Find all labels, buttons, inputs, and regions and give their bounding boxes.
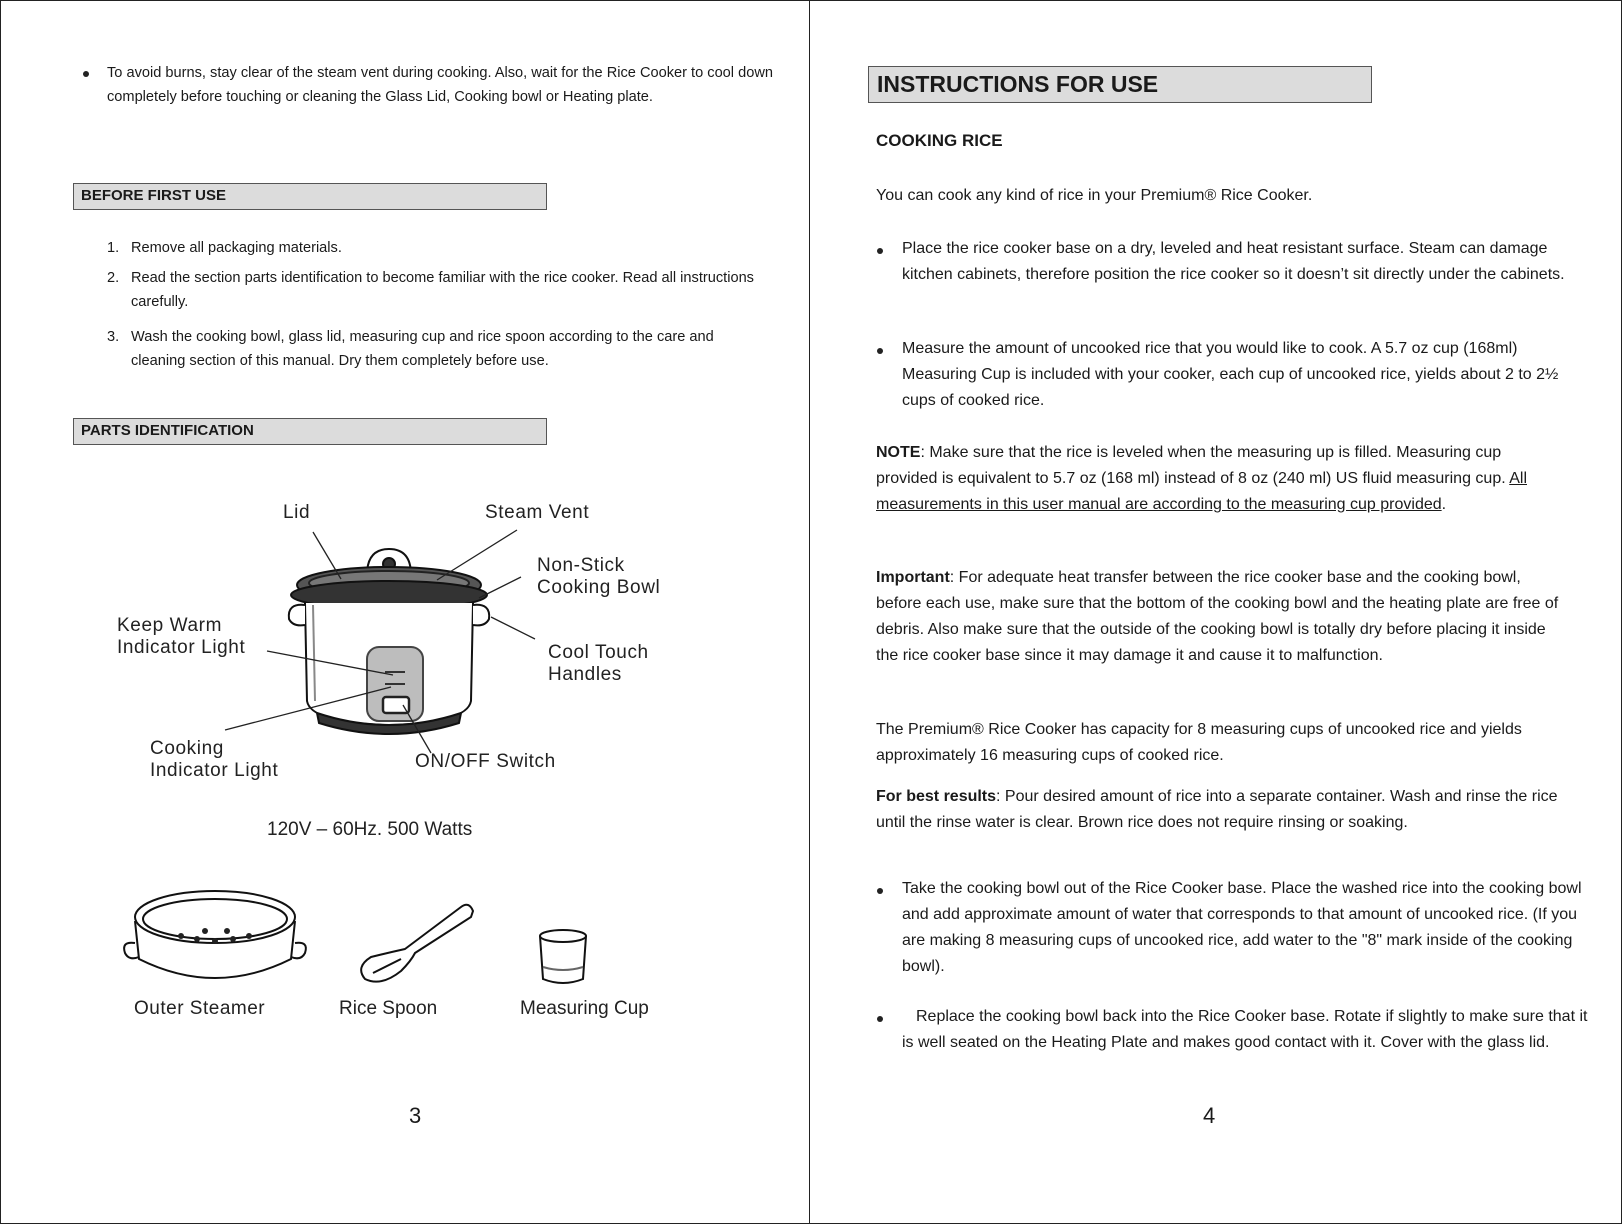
label-non-stick: Non-Stick	[537, 555, 625, 576]
label-keep-warm-indicator: Indicator Light	[117, 637, 246, 658]
measuring-cup-icon	[540, 930, 586, 983]
section-subheading: COOKING RICE	[876, 131, 1003, 150]
label-outer-steamer: Outer Steamer	[134, 998, 266, 1019]
intro-bullet-text: To avoid burns, stay clear of the steam vent during cooking. Also, wait for the Rice Cooker to cool down completely before touching or cleaning the Glass Lid, Cooking bowl or Heating plate.	[107, 65, 773, 105]
list-number: 3.	[107, 329, 120, 345]
parts-identification-heading: PARTS IDENTIFICATION	[73, 418, 547, 445]
important-text: : For adequate heat transfer between the rice cooker base and the cooking bowl, before each use, make sure that the bottom of the cooking bowl and the heating plate are free of debris. Also make sure that the outside of the cooking bowl is totally dry before placing it inside the rice cooker base since it may damage it and cause it to malfunction.	[876, 569, 1559, 664]
power-rating: 120V – 60Hz. 500 Watts	[267, 819, 473, 840]
right-page	[809, 0, 1622, 1224]
note-paragraph	[876, 440, 1558, 518]
note-underlined: All measurements in this user manual are according to the measuring cup provided	[876, 470, 1527, 513]
on-off-switch-icon	[383, 697, 409, 713]
page-title: INSTRUCTIONS FOR USE	[868, 66, 1372, 103]
label-lid: Lid	[283, 502, 311, 523]
list-number: 1.	[107, 240, 120, 256]
page-number: 3	[409, 1103, 422, 1128]
right-handle-icon	[473, 605, 489, 626]
best-results-text: : Pour desired amount of rice into a separate container. Wash and rinse the rice until the rinse water is clear. Brown rice does not require rinsing or soaking.	[876, 788, 1558, 831]
left-page	[0, 0, 810, 1224]
left-handle-icon	[289, 605, 305, 626]
label-cooking-bowl: Cooking Bowl	[537, 577, 661, 598]
bullet-dot	[877, 888, 883, 894]
capacity-paragraph: The Premium® Rice Cooker has capacity for 8 measuring cups of uncooked rice and yields approximately 16 measuring cups of cooked rice.	[876, 721, 1522, 764]
label-cooking: Cooking	[150, 738, 224, 759]
note-label: NOTE	[876, 444, 921, 461]
bullet-add-water: Take the cooking bowl out of the Rice Cooker base. Place the washed rice into the cooking bowl and add approximate amount of water that corresponds to that amount of uncooked rice. (If you are making 8 measuring cups of uncooked rice, add water to the "8" mark inside of the cooking bowl).	[902, 880, 1582, 975]
list-item: Read the section parts identification to become familiar with the rice cooker. Read all instructions carefully.	[131, 270, 754, 310]
bullet-replace-bowl: Replace the cooking bowl back into the Rice Cooker base. Rotate if slightly to make sure that it is well seated on the Heating Plate and makes good contact with it. Cover with the glass lid.	[902, 1008, 1588, 1051]
bullet-dot	[877, 1016, 883, 1022]
list-item: Wash the cooking bowl, glass lid, measuring cup and rice spoon according to the care and cleaning section of this manual. Dry them completely before use.	[131, 329, 714, 369]
rice-spoon-icon	[361, 905, 473, 982]
label-steam-vent: Steam Vent	[485, 502, 590, 523]
intro-text: You can cook any kind of rice in your Premium® Rice Cooker.	[876, 187, 1313, 204]
label-on-off-switch: ON/OFF Switch	[415, 751, 556, 772]
best-results-paragraph	[876, 784, 1566, 836]
list-item: Remove all packaging materials.	[131, 240, 342, 256]
label-keep-warm: Keep Warm	[117, 615, 223, 636]
label-cooking-indicator: Indicator Light	[150, 760, 279, 781]
bullet-dot	[877, 348, 883, 354]
important-paragraph	[876, 565, 1566, 669]
note-end: .	[1441, 496, 1447, 513]
label-rice-spoon: Rice Spoon	[339, 998, 438, 1019]
label-cool-touch: Cool Touch	[548, 642, 649, 663]
bullet-dot	[877, 248, 883, 254]
important-label: Important	[876, 569, 950, 586]
label-measuring-cup: Measuring Cup	[520, 998, 649, 1019]
label-handles: Handles	[548, 664, 622, 685]
bullet-base-placement: Place the rice cooker base on a dry, leveled and heat resistant surface. Steam can damage kitchen cabinets, therefore position the rice cooker so it doesn’t sit directly under the cabinets.	[902, 240, 1565, 283]
rice-cooker-diagram	[1, 1, 811, 1225]
before-first-use-heading: BEFORE FIRST USE	[73, 183, 547, 210]
page-number: 4	[1203, 1103, 1216, 1128]
best-results-label: For best results	[876, 788, 997, 805]
bullet-measure-rice: Measure the amount of uncooked rice that you would like to cook. A 5.7 oz cup (168ml) Measuring Cup is included with your cooker, each cup of uncooked rice, yields about 2 to 2½ cups of cooked rice.	[902, 340, 1559, 409]
note-text: : Make sure that the rice is leveled when the measuring up is filled. Measuring cup provided is equivalent to 5.7 oz (168 ml) instead of 8 oz (240 ml) US fluid measuring cup.	[876, 444, 1510, 487]
list-number: 2.	[107, 270, 120, 286]
outer-steamer-icon	[124, 891, 306, 978]
